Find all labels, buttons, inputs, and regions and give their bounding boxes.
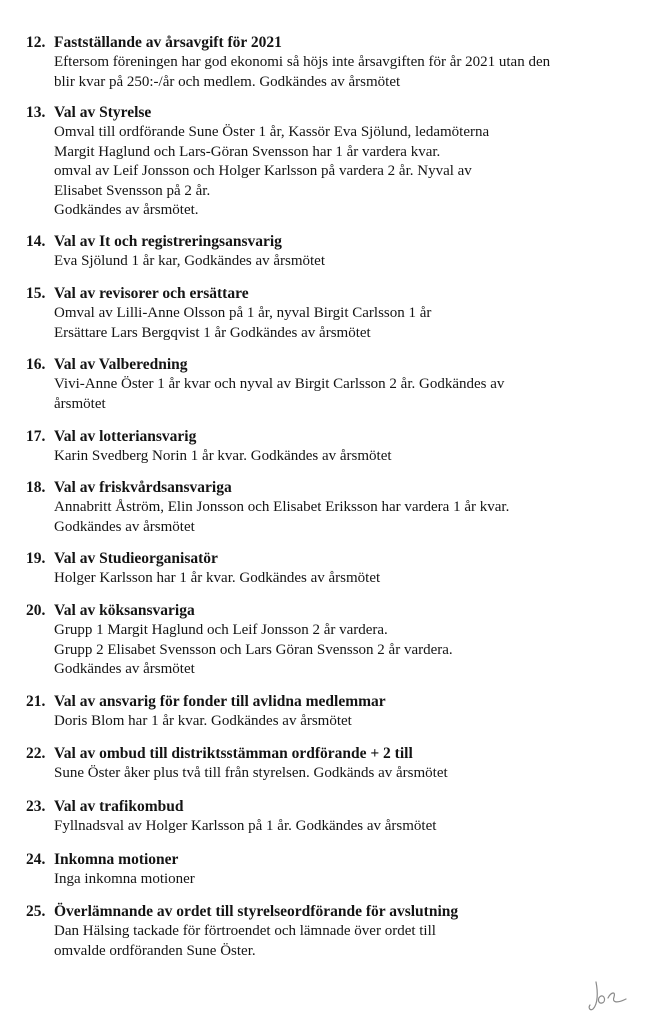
item-text-line: Inga inkomna motioner — [54, 871, 195, 887]
item-heading — [26, 284, 626, 304]
item-title: Val av It och registreringsansvarig — [54, 233, 282, 250]
item-title: Inkomna motioner — [54, 851, 179, 868]
item-text-line: Godkändes av årsmötet — [54, 518, 195, 535]
handwritten-signature — [586, 976, 630, 1016]
item-heading — [26, 692, 626, 712]
item-title: Val av revisorer och ersättare — [54, 285, 249, 302]
item-text-line: Ersättare Lars Bergqvist 1 år Godkändes av årsmötet — [54, 324, 371, 341]
item-text-line: Doris Blom har 1 år kvar. Godkändes av årsmötet — [54, 713, 352, 729]
item-title: Val av lotteriansvarig — [54, 428, 197, 445]
agenda-item-14 — [26, 232, 626, 272]
item-number: 24. — [26, 851, 46, 868]
item-heading — [26, 797, 626, 817]
item-text-line: Holger Karlsson har 1 år kvar. Godkändes av årsmötet — [54, 570, 381, 586]
item-number: 15. — [26, 285, 46, 302]
item-text-line: Annabritt Åström, Elin Jonsson och Elisabet Eriksson har vardera 1 år kvar. — [54, 499, 510, 515]
agenda-item-19 — [26, 549, 626, 589]
agenda-item-23 — [26, 797, 626, 837]
agenda-item-25 — [26, 902, 626, 961]
item-title: Val av Styrelse — [54, 104, 152, 121]
signature-stroke — [608, 993, 626, 1002]
item-heading — [26, 232, 626, 252]
agenda-item-20 — [26, 601, 626, 680]
agenda-item-18 — [26, 478, 626, 537]
item-text-line: Godkändes av årsmötet — [54, 661, 195, 677]
item-title: Val av friskvårdsansvariga — [54, 479, 232, 496]
item-text-line: Dan Hälsing tackade för förtroendet och lämnade över ordet till — [54, 923, 436, 939]
item-number: 25. — [26, 903, 46, 920]
item-number: 16. — [26, 356, 46, 373]
agenda-item-22 — [26, 744, 626, 784]
item-text-line: Grupp 2 Elisabet Svensson och Lars Göran Svensson 2 år vardera. — [54, 641, 453, 658]
item-title: Överlämnande av ordet till styrelseordförande för avslutning — [54, 903, 459, 920]
item-heading — [26, 601, 626, 621]
item-text-line: Elisabet Svensson på 2 år. — [54, 182, 211, 199]
item-heading — [26, 33, 626, 53]
item-heading — [26, 427, 626, 447]
item-heading — [26, 549, 626, 569]
item-text-line: Eva Sjölund 1 år kar, Godkändes av årsmötet — [54, 253, 325, 269]
signature-stroke — [598, 996, 604, 1003]
item-number: 21. — [26, 693, 46, 710]
item-text-line: Karin Svedberg Norin 1 år kvar. Godkändes av årsmötet — [54, 448, 392, 464]
item-heading — [26, 744, 626, 764]
item-number: 22. — [26, 745, 46, 762]
item-number: 23. — [26, 798, 46, 815]
item-number: 19. — [26, 550, 46, 567]
item-text-line: Vivi-Anne Öster 1 år kvar och nyval av Birgit Carlsson 2 år. Godkändes av — [54, 376, 505, 392]
item-title: Val av Valberedning — [54, 356, 188, 373]
item-title: Val av trafikombud — [54, 798, 184, 815]
item-title: Val av ansvarig för fonder till avlidna medlemmar — [54, 693, 386, 710]
item-number: 12. — [26, 34, 46, 51]
item-text-line: omval av Leif Jonsson och Holger Karlsson på vardera 2 år. Nyval av — [54, 163, 472, 179]
item-text-line: Godkändes av årsmötet. — [54, 202, 199, 218]
item-text-line: Fyllnadsval av Holger Karlsson på 1 år. Godkändes av årsmötet — [54, 818, 437, 834]
agenda-item-13 — [26, 103, 626, 221]
item-heading — [26, 850, 626, 870]
item-heading — [26, 478, 626, 498]
agenda-item-24 — [26, 850, 626, 890]
agenda-item-17 — [26, 427, 626, 467]
agenda-item-16 — [26, 355, 626, 414]
item-heading — [26, 103, 626, 123]
item-heading — [26, 355, 626, 375]
item-number: 20. — [26, 602, 46, 619]
item-text-line: Omval till ordförande Sune Öster 1 år, Kassör Eva Sjölund, ledamöterna — [54, 124, 490, 140]
item-text-line: Eftersom föreningen har god ekonomi så höjs inte årsavgiften för år 2021 utan den — [54, 54, 551, 70]
agenda-item-21 — [26, 692, 626, 732]
item-title: Val av köksansvariga — [54, 602, 195, 619]
item-number: 18. — [26, 479, 46, 496]
item-text-line: blir kvar på 250:-/år och medlem. Godkändes av årsmötet — [54, 73, 401, 90]
item-number: 17. — [26, 428, 46, 445]
item-title: Fastställande av årsavgift för 2021 — [54, 34, 282, 51]
item-text-line: Sune Öster åker plus två till från styrelsen. Godkänds av årsmötet — [54, 765, 448, 781]
agenda-item-15 — [26, 284, 626, 343]
item-text-line: Omval av Lilli-Anne Olsson på 1 år, nyval Birgit Carlsson 1 år — [54, 305, 432, 321]
item-number: 14. — [26, 233, 46, 250]
agenda-item-12 — [26, 33, 626, 92]
item-text-line: Grupp 1 Margit Haglund och Leif Jonsson 2 år vardera. — [54, 622, 388, 638]
item-title: Val av Studieorganisatör — [54, 550, 218, 567]
item-text-line: omvalde ordföranden Sune Öster. — [54, 942, 256, 959]
item-text-line: årsmötet — [54, 395, 106, 412]
item-number: 13. — [26, 104, 46, 121]
item-title: Val av ombud till distriktsstämman ordförande + 2 till — [54, 745, 413, 762]
item-text-line: Margit Haglund och Lars-Göran Svensson har 1 år vardera kvar. — [54, 143, 441, 160]
item-heading — [26, 902, 626, 922]
signature-stroke — [589, 982, 597, 1010]
